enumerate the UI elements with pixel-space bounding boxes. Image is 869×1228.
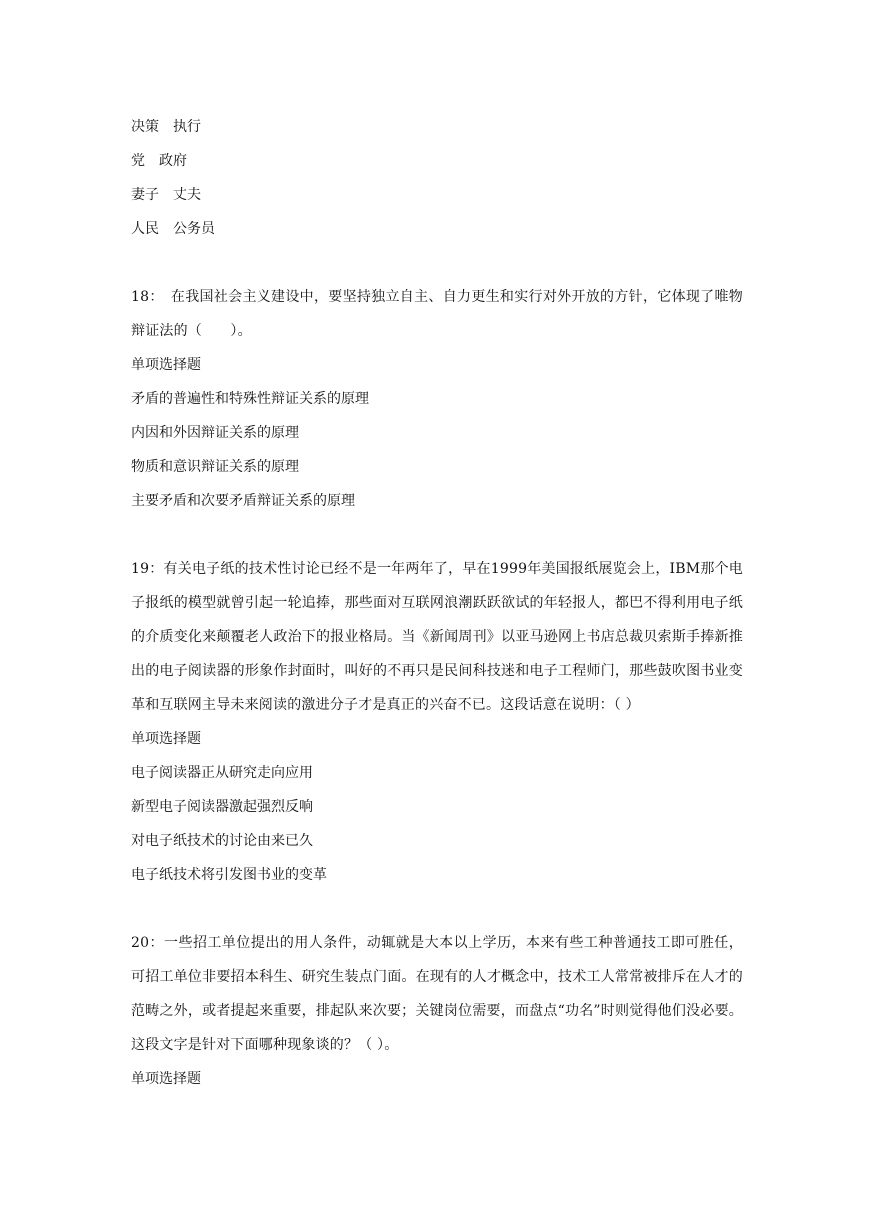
document-page — [131, 110, 743, 1096]
question-stem: 19：有关电子纸的技术性讨论已经不是一年两年了，早在1999年美国报纸展览会上，IBM那个电子报纸的模型就曾引起一轮追捧，那些面对互联网浪潮跃跃欲试的年轻报人，都巴不得利用电子纸的介质变化来颠覆老人政治下的报业格局。当《新闻周刊》以亚马逊网上书店总裁贝索斯手捧新推出的电子阅读器的形象作封面时，叫好的不再只是民间科技迷和电子工程师门，那些鼓吹图书业变革和互联网主导未来阅读的激进分子才是真正的兴奋不已。这段话意在说明：（ ） — [131, 561, 743, 713]
spacer — [131, 246, 743, 280]
option-text: 主要矛盾和次要矛盾辩证关系的原理 — [131, 493, 355, 509]
question-stem: 20：一些招工单位提出的用人条件，动辄就是大本以上学历，本来有些工种普通技工即可胜任，可招工单位非要招本科生、研究生装点门面。在现有的人才概念中，技术工人常常被排斥在人才的范畴之外，或者提起来重要，排起队来次要；关键岗位需要，而盘点“功名”时则觉得他们没必要。这段文字是针对下面哪种现象谈的？（ ）。 — [131, 935, 743, 1053]
option-text: 党 政府 — [131, 153, 187, 169]
option-text: 对电子纸技术的讨论由来已久 — [131, 833, 313, 849]
option-text: 决策 执行 — [131, 119, 201, 135]
question-19 — [131, 552, 743, 892]
question-type: 单项选择题 — [131, 1071, 201, 1087]
option-text: 矛盾的普遍性和特殊性辩证关系的原理 — [131, 391, 369, 407]
question-type: 单项选择题 — [131, 357, 201, 373]
question-18 — [131, 280, 743, 518]
option-text: 物质和意识辩证关系的原理 — [131, 459, 299, 475]
question-stem: 18： 在我国社会主义建设中，要坚持独立自主、自力更生和实行对外开放的方针，它体现了唯物辩证法的（ ）。 — [131, 289, 743, 339]
question-20 — [131, 926, 743, 1096]
option-text: 电子阅读器正从研究走向应用 — [131, 765, 313, 781]
option-text: 人民 公务员 — [131, 221, 215, 237]
option-text: 内因和外因辩证关系的原理 — [131, 425, 299, 441]
spacer — [131, 892, 743, 926]
spacer — [131, 518, 743, 552]
question-type: 单项选择题 — [131, 731, 201, 747]
continued-options — [131, 110, 743, 246]
option-text: 妻子 丈夫 — [131, 187, 201, 203]
option-text: 新型电子阅读器激起强烈反响 — [131, 799, 313, 815]
option-text: 电子纸技术将引发图书业的变革 — [131, 867, 327, 883]
